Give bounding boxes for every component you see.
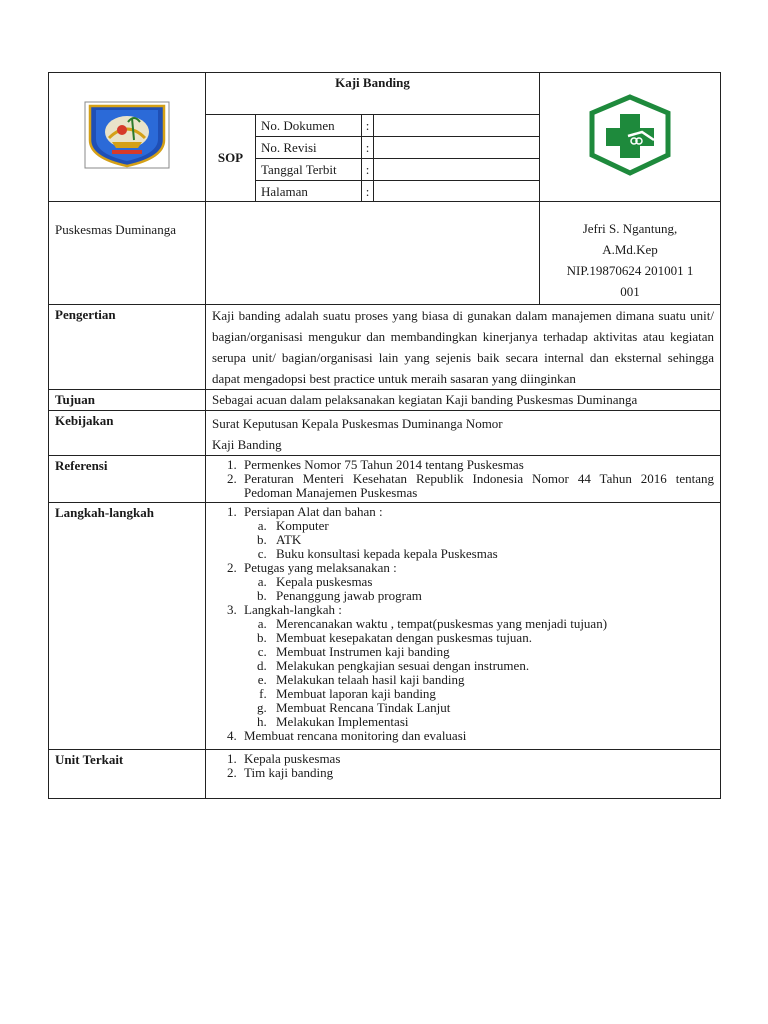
meta-row <box>256 181 539 203</box>
kebijakan-row <box>49 411 721 456</box>
list-item: g. Membuat Rencana Tindak Lanjut <box>270 701 714 715</box>
sub-list <box>244 617 714 729</box>
referensi-list <box>212 458 714 500</box>
meta-row <box>256 115 539 137</box>
list-item: b. Penanggung jawab program <box>270 589 714 603</box>
step-title: Persiapan Alat dan bahan : <box>244 504 383 519</box>
left-logo-cell <box>49 73 206 202</box>
referensi-row <box>49 456 721 503</box>
meta-key: No. Revisi <box>256 137 362 159</box>
meta-row <box>256 137 539 159</box>
signatory-cell <box>540 202 721 305</box>
list-item: 1. Permenkes Nomor 75 Tahun 2014 tentang Puskesmas <box>240 458 714 472</box>
sub-list <box>244 575 714 603</box>
list-item: 1. Kepala puskesmas <box>240 752 714 766</box>
meta-key: Tanggal Terbit <box>256 159 362 181</box>
list-item: f. Membuat laporan kaji banding <box>270 687 714 701</box>
kebijakan-line: Surat Keputusan Kepala Puskesmas Duminanga Nomor <box>212 416 503 431</box>
meta-value <box>374 137 540 159</box>
langkah-list <box>212 505 714 743</box>
unit-terkait-label: Unit Terkait <box>49 750 206 799</box>
list-item: c. Membuat Instrumen kaji banding <box>270 645 714 659</box>
document-title-cell <box>206 73 540 115</box>
kebijakan-line: Kaji Banding <box>212 437 282 452</box>
signatory-nip-cont: 001 <box>620 284 640 299</box>
kebijakan-label: Kebijakan <box>49 411 206 456</box>
meta-colon: : <box>362 137 374 159</box>
list-item: b. ATK <box>270 533 714 547</box>
tujuan-row <box>49 390 721 411</box>
signatory-nip: NIP.19870624 201001 1 <box>566 263 694 278</box>
tujuan-label: Tujuan <box>49 390 206 411</box>
langkah-cell <box>206 503 721 750</box>
institution-row <box>49 202 721 305</box>
list-item: b. Membuat kesepakatan dengan puskesmas tujuan. <box>270 631 714 645</box>
meta-colon: : <box>362 115 374 137</box>
sop-label: SOP <box>206 115 256 201</box>
langkah-row <box>49 503 721 750</box>
meta-value <box>374 181 540 203</box>
institution-cell <box>49 202 206 305</box>
institution-blank-cell <box>206 202 540 305</box>
sop-meta-table <box>256 115 539 202</box>
signatory-title: A.Md.Kep <box>602 242 658 257</box>
pengertian-row <box>49 305 721 390</box>
tujuan-text: Sebagai acuan dalam pelaksanakan kegiatan Kaji banding Puskesmas Duminanga <box>206 390 721 411</box>
list-item: d. Melakukan pengkajian sesuai dengan instrumen. <box>270 659 714 673</box>
regional-emblem-icon <box>82 100 172 170</box>
unit-terkait-row <box>49 750 721 799</box>
header-row <box>49 73 721 115</box>
list-item: 2. Peraturan Menteri Kesehatan Republik Indonesia Nomor 44 Tahun 2016 tentang Pedoman Manajemen Puskesmas <box>240 472 714 500</box>
meta-value <box>374 115 540 137</box>
institution-name: Puskesmas Duminanga <box>55 222 176 237</box>
sub-list <box>244 519 714 561</box>
meta-value <box>374 159 540 181</box>
meta-key: Halaman <box>261 183 308 199</box>
kebijakan-cell <box>206 411 721 456</box>
list-item <box>240 729 714 743</box>
list-item: c. Buku konsultasi kepada kepala Puskesmas <box>270 547 714 561</box>
list-item: 2. Tim kaji banding <box>240 766 714 780</box>
referensi-label: Referensi <box>49 456 206 503</box>
list-item: h. Melakukan Implementasi <box>270 715 714 729</box>
step-title: Langkah-langkah : <box>244 602 342 617</box>
sop-meta-cell <box>206 115 540 202</box>
langkah-label: Langkah-langkah <box>49 503 206 750</box>
referensi-cell <box>206 456 721 503</box>
unit-terkait-cell <box>206 750 721 799</box>
meta-colon: : <box>362 181 374 203</box>
list-item: a. Komputer <box>270 519 714 533</box>
pengertian-text: Kaji banding adalah suatu proses yang biasa di gunakan dalam manajemen dimana suatu unit/ bagian/organisasi mengukur dan membandingkan kinerjanya terhadap aktivitas atau kegiatan serupa unit/ bagian/organisasi lain yang sejenis baik secara internal dan eksternal sehingga dapat mengadopsi best practice untuk meraih sasaran yang diinginkan <box>206 305 721 390</box>
puskesmas-logo-icon <box>584 94 676 176</box>
step-title: Petugas yang melaksanakan : <box>244 560 397 575</box>
meta-key: No. Dokumen <box>256 115 362 137</box>
document-title: Kaji Banding <box>335 75 410 90</box>
list-item: a. Kepala puskesmas <box>270 575 714 589</box>
pengertian-label: Pengertian <box>49 305 206 390</box>
sop-table <box>48 72 721 799</box>
meta-row <box>256 159 539 181</box>
list-item: e. Melakukan telaah hasil kaji banding <box>270 673 714 687</box>
meta-colon: : <box>362 159 374 181</box>
list-item <box>240 561 714 603</box>
step-title: Membuat rencana monitoring dan evaluasi <box>244 728 467 743</box>
sop-document <box>48 72 720 799</box>
unit-terkait-list <box>212 752 714 780</box>
right-logo-cell <box>540 73 721 202</box>
signatory-name: Jefri S. Ngantung, <box>582 221 678 236</box>
list-item <box>240 505 714 561</box>
list-item: a. Merencanakan waktu , tempat(puskesmas yang menjadi tujuan) <box>270 617 714 631</box>
list-item <box>240 603 714 729</box>
